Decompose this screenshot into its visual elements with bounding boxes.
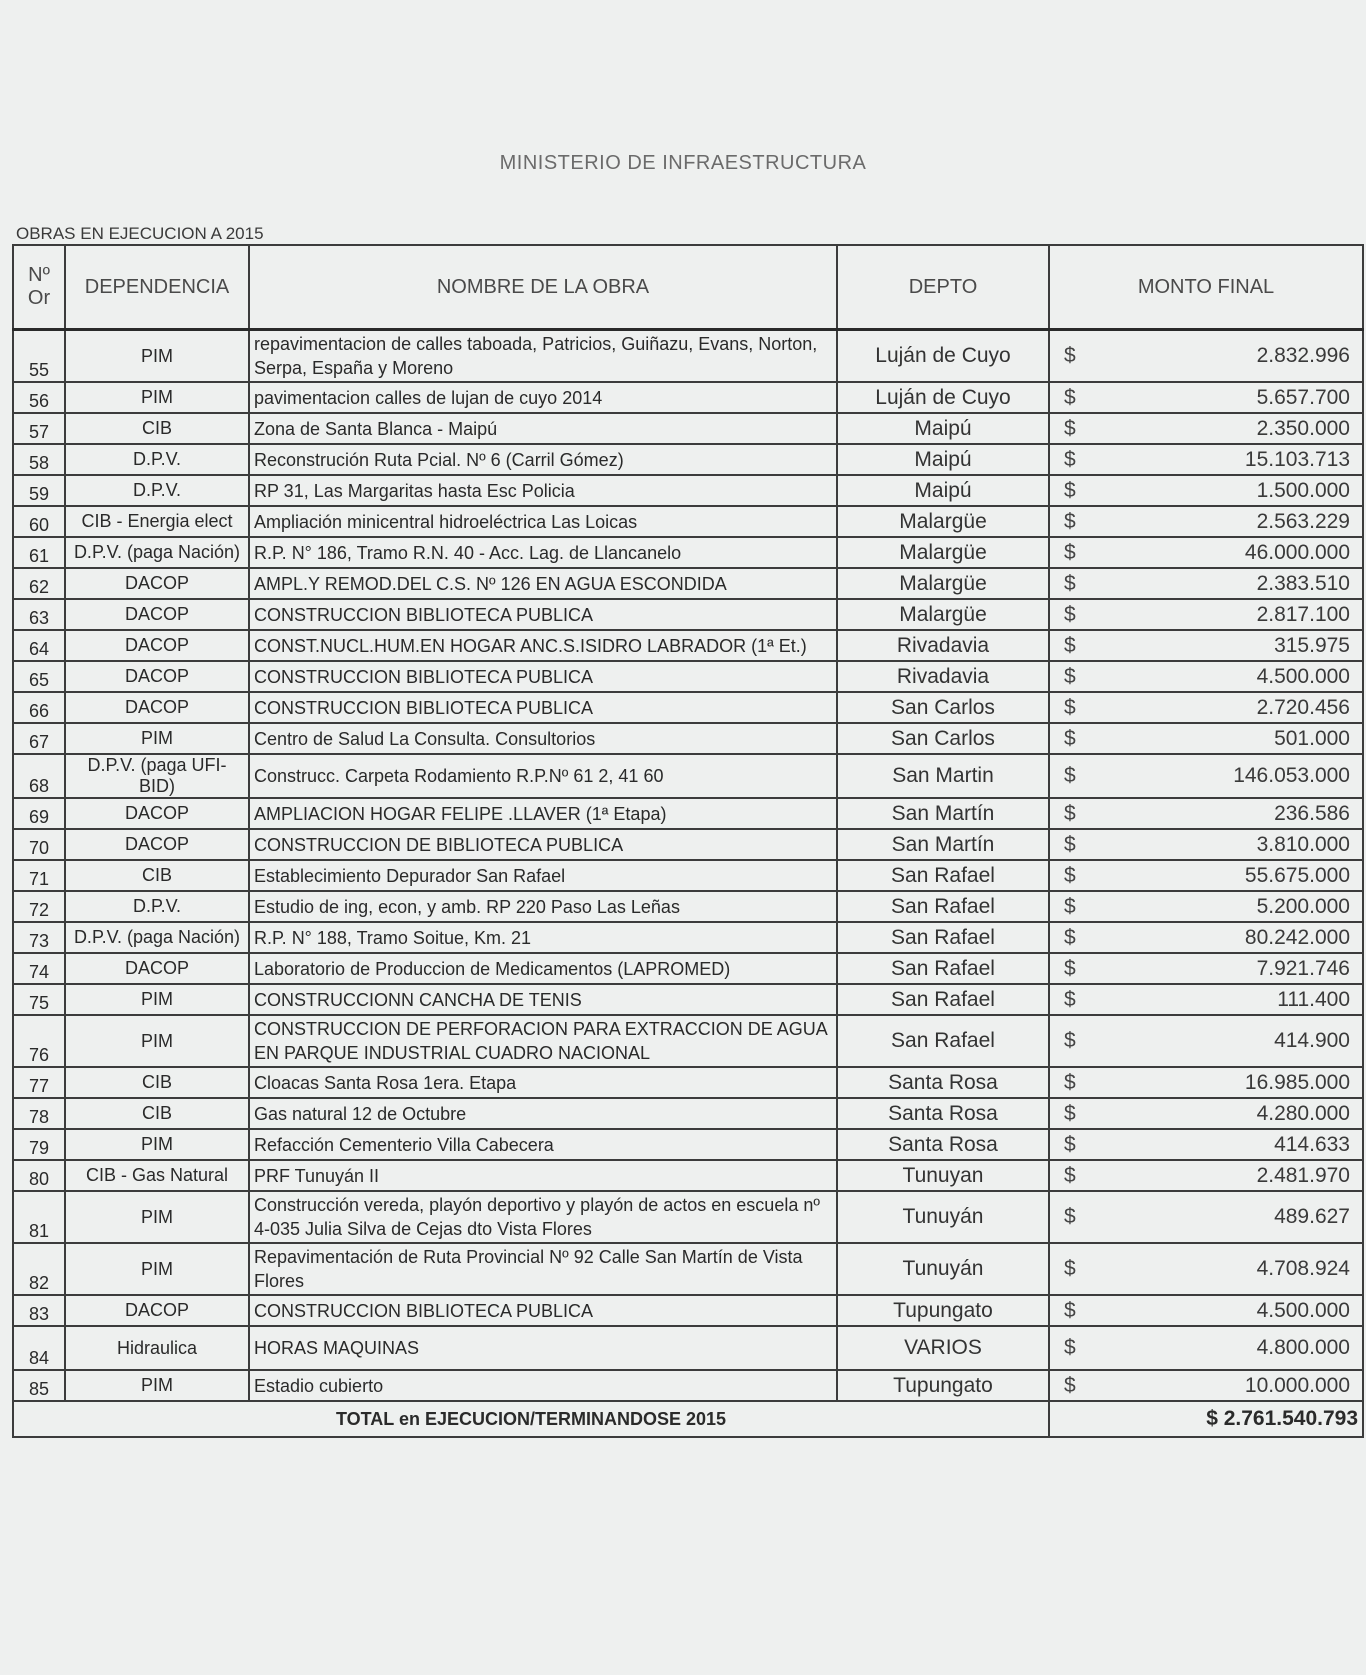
row-depto: Rivadavia [837,661,1049,692]
row-dependencia: Hidraulica [65,1326,249,1370]
table-caption: OBRAS EN EJECUCION A 2015 [16,224,264,243]
table-row [13,630,1363,661]
table-row [13,330,1363,383]
row-monto-value: 4.800.000 [1256,1336,1350,1359]
col-header-nombre: NOMBRE DE LA OBRA [249,245,837,330]
row-number: 63 [13,599,65,630]
row-nombre-obra: AMPLIACION HOGAR FELIPE .LLAVER (1ª Etapa) [249,798,837,829]
row-depto: Malargüe [837,568,1049,599]
row-monto-value: 5.200.000 [1256,894,1350,918]
row-monto-cell [1049,829,1363,860]
row-depto: Malargüe [837,506,1049,537]
row-monto-cell [1049,1370,1363,1401]
row-number: 66 [13,692,65,723]
table-row [13,1370,1363,1401]
row-depto: Tupungato [837,1370,1049,1401]
row-monto-cell [1049,330,1363,383]
row-monto-cell [1049,1067,1363,1098]
table-row [13,723,1363,754]
row-monto-value: 4.708.924 [1256,1257,1350,1280]
row-nombre-obra: Estadio cubierto [249,1370,837,1401]
row-dependencia: PIM [65,330,249,383]
row-depto: Luján de Cuyo [837,330,1049,383]
currency-symbol: $ [1064,1029,1076,1052]
row-monto-value: 2.832.996 [1256,344,1350,367]
currency-symbol: $ [1064,509,1076,533]
row-monto-cell [1049,692,1363,723]
row-monto-cell [1049,922,1363,953]
row-monto-cell [1049,506,1363,537]
row-depto: San Rafael [837,891,1049,922]
row-monto-cell [1049,413,1363,444]
row-dependencia: PIM [65,1129,249,1160]
table-row [13,475,1363,506]
currency-symbol: $ [1064,1163,1076,1187]
row-nombre-obra: CONSTRUCCION BIBLIOTECA PUBLICA [249,599,837,630]
row-monto-value: 80.242.000 [1244,925,1350,949]
table-row [13,1015,1363,1067]
row-depto: San Carlos [837,692,1049,723]
row-number: 67 [13,723,65,754]
row-dependencia: D.P.V. [65,891,249,922]
table-body [13,330,1363,1402]
row-depto: Maipú [837,444,1049,475]
row-depto: Maipú [837,475,1049,506]
row-depto: San Carlos [837,723,1049,754]
row-monto-value: 501.000 [1274,726,1350,750]
row-dependencia: D.P.V. (paga UFI-BID) [65,754,249,798]
row-depto: Tunuyán [837,1243,1049,1295]
table-row [13,922,1363,953]
currency-symbol: $ [1064,1101,1076,1125]
row-depto: Malargüe [837,537,1049,568]
currency-symbol: $ [1064,1257,1076,1280]
col-header-depto: DEPTO [837,245,1049,330]
row-depto: Tupungato [837,1295,1049,1326]
row-number: 76 [13,1015,65,1067]
row-nombre-obra: Zona de Santa Blanca - Maipú [249,413,837,444]
row-monto-value: 4.500.000 [1256,1298,1350,1322]
row-dependencia: DACOP [65,1295,249,1326]
row-dependencia: D.P.V. (paga Nación) [65,922,249,953]
row-number: 74 [13,953,65,984]
row-number: 84 [13,1326,65,1370]
row-dependencia: D.P.V. [65,475,249,506]
currency-symbol: $ [1064,478,1076,502]
row-monto-cell [1049,1160,1363,1191]
row-monto-value: 146.053.000 [1233,764,1350,787]
row-dependencia: CIB - Energia elect [65,506,249,537]
row-number: 58 [13,444,65,475]
row-dependencia: DACOP [65,661,249,692]
row-monto-cell [1049,723,1363,754]
table-row [13,413,1363,444]
row-depto: San Rafael [837,860,1049,891]
row-monto-value: 2.817.100 [1256,602,1350,626]
row-monto-value: 15.103.713 [1244,447,1350,471]
row-monto-value: 55.675.000 [1244,863,1350,887]
row-dependencia: PIM [65,1015,249,1067]
currency-symbol: $ [1064,633,1076,657]
currency-symbol: $ [1064,447,1076,471]
row-monto-cell [1049,798,1363,829]
row-monto-cell [1049,860,1363,891]
row-depto: Rivadavia [837,630,1049,661]
row-number: 64 [13,630,65,661]
row-monto-value: 489.627 [1274,1205,1350,1228]
row-monto-cell [1049,754,1363,798]
row-dependencia: DACOP [65,798,249,829]
row-nombre-obra: Construcc. Carpeta Rodamiento R.P.Nº 61 2, 41 60 [249,754,837,798]
row-dependencia: CIB [65,1098,249,1129]
row-monto-value: 10.000.000 [1244,1373,1350,1397]
currency-symbol: $ [1064,695,1076,719]
row-nombre-obra: CONSTRUCCION DE BIBLIOTECA PUBLICA [249,829,837,860]
currency-symbol: $ [1064,863,1076,887]
row-dependencia: DACOP [65,953,249,984]
table-header-row [13,245,1363,330]
row-dependencia: D.P.V. [65,444,249,475]
table-row [13,1191,1363,1243]
row-nombre-obra: Laboratorio de Produccion de Medicamentos (LAPROMED) [249,953,837,984]
row-number: 75 [13,984,65,1015]
row-nombre-obra: Centro de Salud La Consulta. Consultorios [249,723,837,754]
row-dependencia: DACOP [65,692,249,723]
row-monto-cell [1049,953,1363,984]
col-header-dependencia: DEPENDENCIA [65,245,249,330]
row-dependencia: PIM [65,984,249,1015]
row-depto: Tunuyan [837,1160,1049,1191]
table-row [13,568,1363,599]
row-number: 78 [13,1098,65,1129]
table-row [13,506,1363,537]
row-number: 69 [13,798,65,829]
row-depto: San Martín [837,829,1049,860]
row-nombre-obra: repavimentacion de calles taboada, Patricios, Guiñazu, Evans, Norton, Serpa, España y Moreno [249,330,837,383]
row-dependencia: CIB [65,860,249,891]
table-row [13,1326,1363,1370]
currency-symbol: $ [1064,1205,1076,1228]
table-row [13,829,1363,860]
row-nombre-obra: CONST.NUCL.HUM.EN HOGAR ANC.S.ISIDRO LABRADOR (1ª Et.) [249,630,837,661]
currency-symbol: $ [1064,416,1076,440]
currency-symbol: $ [1064,1132,1076,1156]
row-monto-value: 111.400 [1277,987,1350,1011]
row-nombre-obra: Gas natural 12 de Octubre [249,1098,837,1129]
row-depto: San Rafael [837,1015,1049,1067]
row-number: 80 [13,1160,65,1191]
row-dependencia: CIB [65,413,249,444]
table-row [13,860,1363,891]
table-row [13,984,1363,1015]
row-monto-value: 2.481.970 [1256,1163,1350,1187]
row-depto: San Rafael [837,984,1049,1015]
row-monto-value: 315.975 [1274,633,1350,657]
row-monto-cell [1049,599,1363,630]
row-dependencia: PIM [65,382,249,413]
row-nombre-obra: PRF Tunuyán II [249,1160,837,1191]
row-monto-value: 4.500.000 [1256,664,1350,688]
row-monto-cell [1049,475,1363,506]
row-dependencia: PIM [65,723,249,754]
row-number: 79 [13,1129,65,1160]
row-depto: Maipú [837,413,1049,444]
row-monto-value: 46.000.000 [1244,540,1350,564]
total-label: TOTAL en EJECUCION/TERMINANDOSE 2015 [13,1401,1049,1437]
row-monto-value: 2.350.000 [1256,416,1350,440]
row-nombre-obra: R.P. N° 188, Tramo Soitue, Km. 21 [249,922,837,953]
row-nombre-obra: Refacción Cementerio Villa Cabecera [249,1129,837,1160]
row-number: 60 [13,506,65,537]
row-nombre-obra: CONSTRUCCION BIBLIOTECA PUBLICA [249,1295,837,1326]
row-monto-cell [1049,630,1363,661]
currency-symbol: $ [1064,1336,1076,1359]
row-number: 57 [13,413,65,444]
currency-symbol: $ [1064,571,1076,595]
row-monto-value: 7.921.746 [1256,956,1350,980]
row-dependencia: CIB - Gas Natural [65,1160,249,1191]
row-nombre-obra: Estudio de ing, econ, y amb. RP 220 Paso Las Leñas [249,891,837,922]
row-monto-cell [1049,661,1363,692]
currency-symbol: $ [1064,1298,1076,1322]
row-depto: San Martín [837,798,1049,829]
row-number: 83 [13,1295,65,1326]
row-depto: Malargüe [837,599,1049,630]
row-monto-cell [1049,1295,1363,1326]
total-value: $ 2.761.540.793 [1049,1401,1363,1437]
row-number: 68 [13,754,65,798]
row-depto: VARIOS [837,1326,1049,1370]
row-monto-value: 2.563.229 [1256,509,1350,533]
row-nombre-obra: Cloacas Santa Rosa 1era. Etapa [249,1067,837,1098]
table-row [13,692,1363,723]
table-row [13,1295,1363,1326]
row-depto: Santa Rosa [837,1098,1049,1129]
row-number: 59 [13,475,65,506]
row-dependencia: PIM [65,1370,249,1401]
row-monto-value: 2.720.456 [1256,695,1350,719]
row-number: 55 [13,330,65,383]
row-nombre-obra: Construcción vereda, playón deportivo y playón de actos en escuela nº 4-035 Julia Silva de Cejas dto Vista Flores [249,1191,837,1243]
row-nombre-obra: CONSTRUCCION BIBLIOTECA PUBLICA [249,692,837,723]
currency-symbol: $ [1064,602,1076,626]
row-monto-cell [1049,984,1363,1015]
row-depto: San Rafael [837,922,1049,953]
table-row [13,1243,1363,1295]
row-monto-value: 4.280.000 [1256,1101,1350,1125]
row-dependencia: CIB [65,1067,249,1098]
row-nombre-obra: Reconstrución Ruta Pcial. Nº 6 (Carril Gómez) [249,444,837,475]
row-dependencia: DACOP [65,630,249,661]
table-row [13,754,1363,798]
row-number: 65 [13,661,65,692]
row-number: 61 [13,537,65,568]
row-monto-value: 1.500.000 [1256,478,1350,502]
row-monto-cell [1049,1129,1363,1160]
row-monto-cell [1049,568,1363,599]
row-nombre-obra: CONSTRUCCION BIBLIOTECA PUBLICA [249,661,837,692]
row-monto-value: 16.985.000 [1244,1070,1350,1094]
row-monto-value: 5.657.700 [1256,385,1350,409]
row-monto-cell [1049,444,1363,475]
row-monto-value: 3.810.000 [1256,832,1350,856]
table-row [13,1160,1363,1191]
currency-symbol: $ [1064,726,1076,750]
row-monto-cell [1049,537,1363,568]
row-monto-value: 414.633 [1274,1132,1350,1156]
row-monto-cell [1049,891,1363,922]
table-row [13,1098,1363,1129]
currency-symbol: $ [1064,1070,1076,1094]
row-monto-cell [1049,382,1363,413]
row-depto: Tunuyán [837,1191,1049,1243]
row-nombre-obra: Ampliación minicentral hidroeléctrica Las Loicas [249,506,837,537]
row-nombre-obra: RP 31, Las Margaritas hasta Esc Policia [249,475,837,506]
row-number: 81 [13,1191,65,1243]
row-number: 85 [13,1370,65,1401]
currency-symbol: $ [1064,956,1076,980]
table-row [13,444,1363,475]
row-nombre-obra: CONSTRUCCIONN CANCHA DE TENIS [249,984,837,1015]
row-number: 71 [13,860,65,891]
currency-symbol: $ [1064,540,1076,564]
table-row [13,382,1363,413]
row-number: 62 [13,568,65,599]
currency-symbol: $ [1064,1373,1076,1397]
row-monto-value: 414.900 [1274,1029,1350,1052]
currency-symbol: $ [1064,832,1076,856]
row-number: 72 [13,891,65,922]
row-dependencia: PIM [65,1191,249,1243]
currency-symbol: $ [1064,801,1076,825]
currency-symbol: $ [1064,385,1076,409]
row-dependencia: DACOP [65,599,249,630]
row-dependencia: PIM [65,1243,249,1295]
row-nombre-obra: AMPL.Y REMOD.DEL C.S. Nº 126 EN AGUA ESCONDIDA [249,568,837,599]
table-row [13,891,1363,922]
row-nombre-obra: Establecimiento Depurador San Rafael [249,860,837,891]
currency-symbol: $ [1064,987,1076,1011]
row-number: 77 [13,1067,65,1098]
currency-symbol: $ [1064,925,1076,949]
row-number: 73 [13,922,65,953]
row-dependencia: D.P.V. (paga Nación) [65,537,249,568]
row-depto: Santa Rosa [837,1129,1049,1160]
table-row [13,537,1363,568]
table-row [13,661,1363,692]
currency-symbol: $ [1064,894,1076,918]
row-depto: San Rafael [837,953,1049,984]
row-nombre-obra: R.P. N° 186, Tramo R.N. 40 - Acc. Lag. de Llancanelo [249,537,837,568]
row-dependencia: DACOP [65,829,249,860]
row-nombre-obra: pavimentacion calles de lujan de cuyo 2014 [249,382,837,413]
col-header-monto: MONTO FINAL [1049,245,1363,330]
table-row [13,599,1363,630]
row-number: 70 [13,829,65,860]
row-nombre-obra: HORAS MAQUINAS [249,1326,837,1370]
row-monto-value: 236.586 [1274,801,1350,825]
row-nombre-obra: CONSTRUCCION DE PERFORACION PARA EXTRACCION DE AGUA EN PARQUE INDUSTRIAL CUADRO NACIONAL [249,1015,837,1067]
currency-symbol: $ [1064,664,1076,688]
currency-symbol: $ [1064,344,1076,367]
row-number: 82 [13,1243,65,1295]
page-title: MINISTERIO DE INFRAESTRUCTURA [499,152,867,174]
works-table [12,244,1364,1438]
row-monto-cell [1049,1243,1363,1295]
table-row [13,798,1363,829]
row-number: 56 [13,382,65,413]
row-monto-value: 2.383.510 [1256,571,1350,595]
table-row [13,1129,1363,1160]
row-dependencia: DACOP [65,568,249,599]
total-row [13,1401,1363,1437]
col-header-num: Nº Or [13,245,65,330]
row-depto: Santa Rosa [837,1067,1049,1098]
table-row [13,953,1363,984]
table-row [13,1067,1363,1098]
row-nombre-obra: Repavimentación de Ruta Provincial Nº 92 Calle San Martín de Vista Flores [249,1243,837,1295]
row-monto-cell [1049,1326,1363,1370]
row-monto-cell [1049,1098,1363,1129]
row-monto-cell [1049,1015,1363,1067]
row-depto: San Martin [837,754,1049,798]
row-monto-cell [1049,1191,1363,1243]
currency-symbol: $ [1064,764,1076,787]
row-depto: Luján de Cuyo [837,382,1049,413]
